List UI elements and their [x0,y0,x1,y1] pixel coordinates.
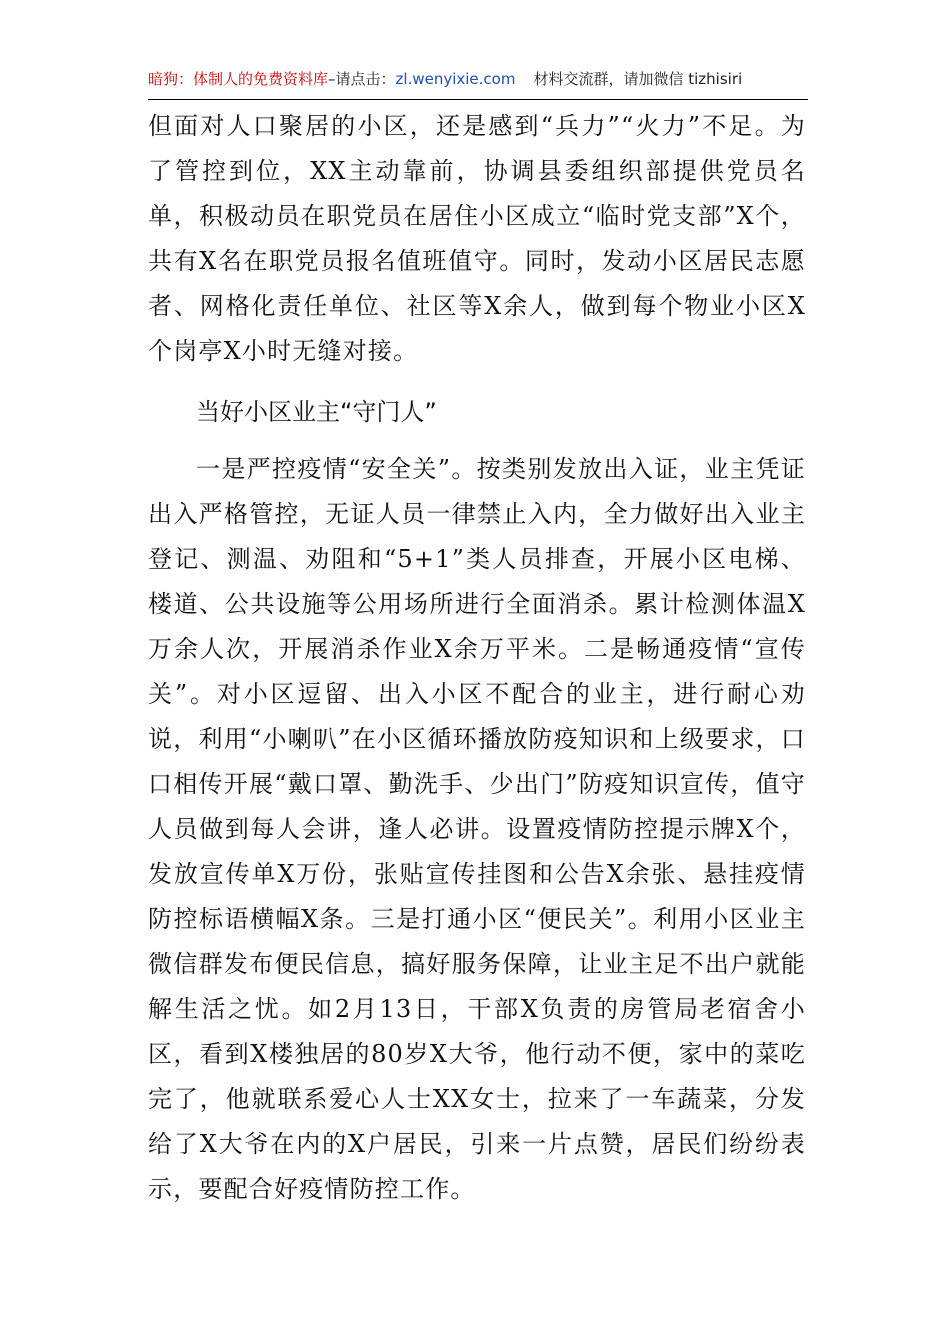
header-brand: 暗狗：体制人的免费资料库 [148,70,329,88]
paragraph-2: 一是严控疫情“安全关”。按类别发放出入证，业主凭证出入严格管控，无证人员一律禁止入内，全力做好出入业主登记、测温、劝阻和“5+1”类人员排查，开展小区电梯、楼道、公共设施等公用场所进行全面消杀。累计检测体温X万余人次，开展消杀作业X余万平米。二是畅通疫情“宣传关”。对小区逗留、出入小区不配合的业主，进行耐心劝说，利用“小喇叭”在小区循环播放防疫知识和上级要求，口口相传开展“戴口罩、勤洗手、少出门”防疫知识宣传，值守人员做到每人会讲，逢人必讲。设置疫情防控提示牌X个，发放宣传单X万份，张贴宣传挂图和公告X余张、悬挂疫情防控标语横幅X条。三是打通小区“便民关”。利用小区业主微信群发布便民信息，搞好服务保障，让业主足不出户就能解生活之忧。如2月13日，干部X负责的房管局老宿舍小区，看到X楼独居的80岁X大爷，他行动不便，家中的菜吃完了，他就联系爱心人士XX女士，拉来了一车蔬菜，分发给了X大爷在内的X户居民，引来一片点赞，居民们纷纷表示，要配合好疫情防控工作。 [148,455,806,1203]
paragraph-block-2 [148,447,806,1212]
header-separator: –请点击： [328,70,396,88]
header-url-link[interactable]: zl.wenyixie.com [395,70,516,88]
header-contact: 材料交流群，请加微信 tizhisiri [533,70,743,88]
paragraph-1: 但面对人口聚居的小区，还是感到“兵力”“火力”不足。为了管控到位，XX主动靠前，协调县委组织部提供党员名单，积极动员在职党员在居住小区成立“临时党支部”X个，共有X名在职党员报名值班值守。同时，发动小区居民志愿者、网格化责任单位、社区等X余人，做到每个物业小区X个岗亭X小时无缝对接。 [148,112,806,365]
page-header [148,58,808,100]
section-heading: 当好小区业主“守门人” [196,398,437,426]
paragraph-block-1 [148,104,806,374]
